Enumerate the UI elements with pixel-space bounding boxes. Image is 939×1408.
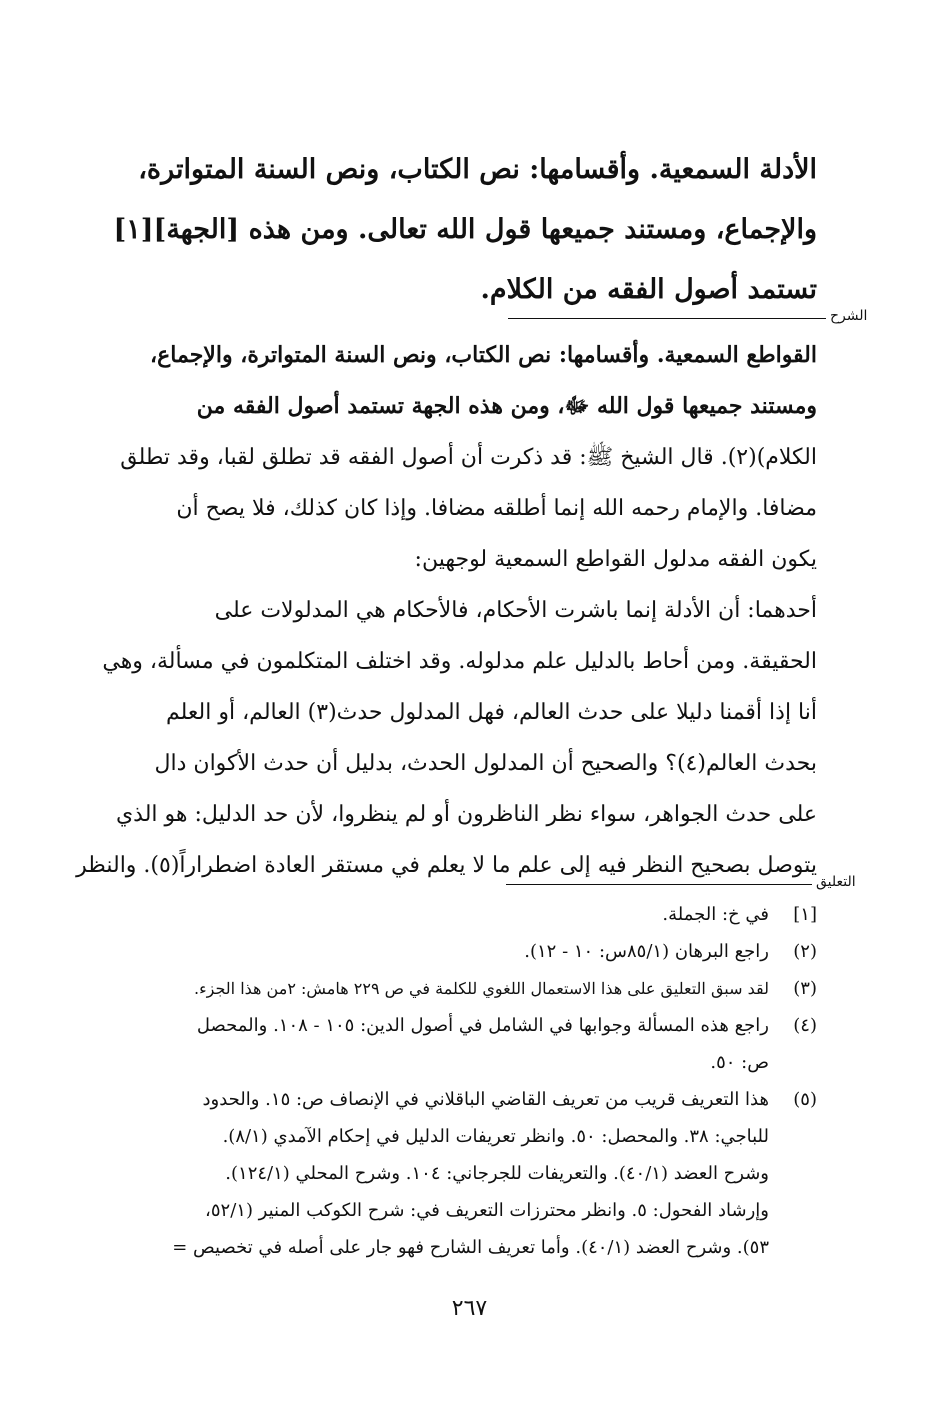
footnote-number: (٣)	[793, 978, 817, 999]
footnote	[105, 1081, 817, 1266]
footnote-line: ص: ٥٠.	[710, 1052, 769, 1073]
sharh-label: الشرح	[830, 308, 868, 324]
footnote-line: للباجي: ٣٨. والمحصل: ٥٠. وانظر تعريفات الدليل في إحكام الآمدي (٨/١).	[222, 1126, 769, 1147]
footnote	[105, 1007, 817, 1081]
footnote-line: راجع البرهان (٨٥/١س: ١٠ - ١٢).	[524, 941, 769, 962]
sharh-line: أنا إذا أقمنا دليلا على حدث العالم، فهل المدلول حدث(٣) العالم، أو العلم	[166, 700, 817, 725]
sharh-line: يكون الفقه مدلول القواطع السمعية لوجهين:	[414, 547, 817, 572]
matn-line: والإجماع، ومستند جميعها قول الله تعالى. ومن هذه [الجهة][١]	[113, 214, 817, 245]
footnote-line: لقد سبق التعليق على هذا الاستعمال اللغوي للكلمة في ص ٢٢٩ هامش: ٢من هذا الجزء.	[194, 979, 769, 998]
footnote-number: (٥)	[793, 1089, 817, 1110]
sharh-line: بحدث العالم(٤)؟ والصحيح أن المدلول الحدث، بدليل أن حدث الأكوان دال	[154, 751, 817, 776]
footnote-line: ٥٣). وشرح العضد (٤٠/١). وأما تعريف الشارح فهو جار على أصله في تخصيص =	[172, 1237, 769, 1258]
page-number: ٢٦٧	[451, 1296, 488, 1321]
footnote-line: هذا التعريف قريب من تعريف القاضي الباقلاني في الإنصاف ص: ١٥. والحدود	[202, 1089, 769, 1110]
taliq-separator	[506, 884, 812, 885]
matn-line: تستمد أصول الفقه من الكلام.	[480, 274, 817, 305]
sharh-line: القواطع السمعية. وأقسامها: نص الكتاب، ونص السنة المتواترة، والإجماع،	[150, 342, 817, 368]
footnote-number: [١]	[793, 904, 817, 925]
sharh-line: الحقيقة. ومن أحاط بالدليل علم مدلوله. وقد اختلف المتكلمون في مسألة، وهي	[102, 649, 817, 674]
footnote-line: في خ: الجملة.	[662, 904, 769, 925]
footnotes	[105, 896, 817, 1266]
sharh-line: على حدث الجواهر، سواء نظر الناظرون أو لم ينظروا، لأن حد الدليل: هو الذي	[115, 802, 817, 827]
matn-line: الأدلة السمعية. وأقسامها: نص الكتاب، ونص السنة المتواترة،	[138, 154, 817, 185]
sharh-text	[76, 330, 817, 891]
footnote	[105, 933, 817, 970]
footnote	[105, 970, 817, 1007]
sharh-line: الكلام)(٢). قال الشيخ ﷺ: قد ذكرت أن أصول الفقه قد تطلق لقبا، وقد تطلق	[120, 445, 817, 470]
footnote	[105, 896, 817, 933]
sharh-line: ومستند جميعها قول الله ﷻ، ومن هذه الجهة تستمد أصول الفقه من	[196, 393, 817, 419]
footnote-number: (٢)	[793, 941, 817, 962]
sharh-separator	[508, 318, 826, 319]
sharh-line: أحدهما: أن الأدلة إنما باشرت الأحكام، فالأحكام هي المدلولات على	[214, 598, 817, 623]
matn-text	[105, 140, 817, 320]
footnote-number: (٤)	[793, 1015, 817, 1036]
footnote-line: وإرشاد الفحول: ٥. وانظر محترزات التعريف في: شرح الكوكب المنير (٥٢/١،	[205, 1200, 769, 1221]
sharh-line: مضافا. والإمام رحمه الله إنما أطلقه مضافا. وإذا كان كذلك، فلا يصح أن	[176, 496, 817, 521]
taliq-label: التعليق	[816, 874, 856, 890]
footnote-line: وشرح العضد (٤٠/١). والتعريفات للجرجاني: ١٠٤. وشرح المحلي (١٢٤/١).	[225, 1163, 769, 1184]
sharh-line: يتوصل بصحيح النظر فيه إلى علم ما لا يعلم في مستقر العادة اضطراراً(٥). والنظر	[76, 853, 817, 878]
footnote-line: راجع هذه المسألة وجوابها في الشامل في أصول الدين: ١٠٥ - ١٠٨. والمحصل	[196, 1015, 769, 1036]
